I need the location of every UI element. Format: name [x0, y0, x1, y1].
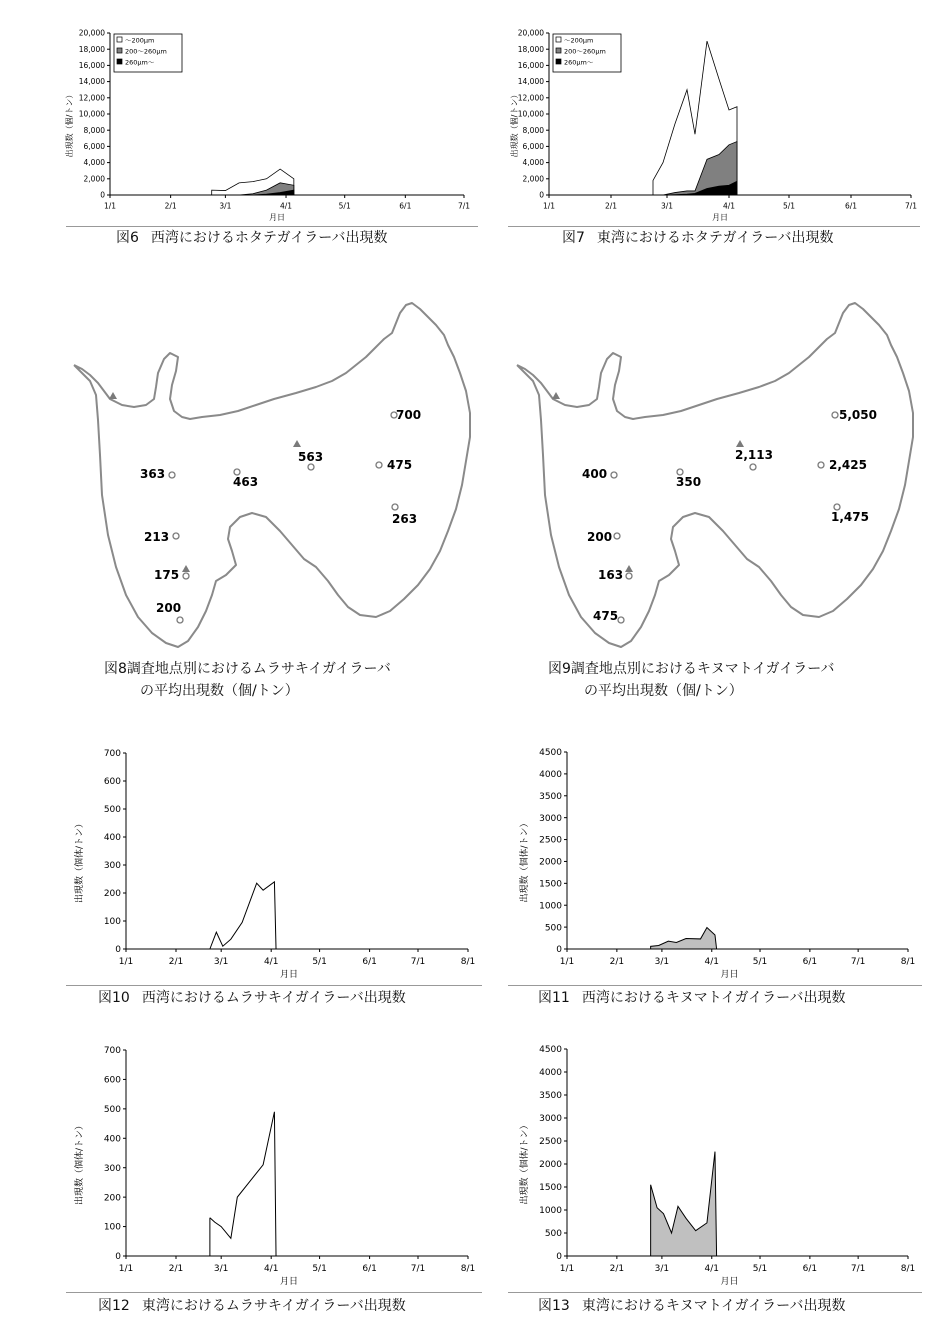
y-tick-label: 4500 — [539, 1045, 562, 1056]
station-value-label: 5,050 — [839, 408, 877, 422]
chart-fig11-svg — [505, 740, 925, 990]
x-tick-label: 1/1 — [559, 957, 575, 967]
caption-number: 図6 — [116, 230, 139, 246]
station-value-label: 475 — [593, 609, 619, 623]
legend-swatch — [556, 48, 561, 53]
station-value-label: 350 — [676, 475, 702, 489]
x-tick-label: 5/1 — [312, 1264, 327, 1274]
caption-text: 西湾におけるムラサキイガイラーバ出現数 — [141, 990, 406, 1006]
x-tick-label: 4/1 — [704, 957, 720, 967]
y-tick-label: 1500 — [539, 1183, 562, 1194]
x-axis-label: 月日 — [712, 213, 728, 222]
y-tick-label: 600 — [103, 1075, 121, 1086]
x-axis-label: 月日 — [269, 213, 285, 222]
station-marker — [173, 533, 179, 539]
y-tick-label: 700 — [103, 749, 121, 760]
x-tick-label: 4/1 — [722, 201, 736, 211]
caption-fig12 — [98, 1297, 406, 1315]
map-fig9 — [503, 295, 933, 655]
y-tick-label: 14,000 — [517, 77, 544, 87]
caption-number: 図11 — [538, 990, 570, 1006]
x-tick-label: 4/1 — [263, 957, 279, 967]
chart-fig6 — [60, 20, 480, 230]
caption-number: 図8 — [104, 661, 127, 677]
station-marker — [376, 462, 382, 468]
caption-number: 図10 — [98, 990, 130, 1006]
caption-rule-fig13 — [508, 1292, 922, 1293]
station-value-label: 175 — [154, 568, 180, 582]
x-tick-label: 2/1 — [168, 1264, 184, 1274]
chart-fig12-svg — [60, 1040, 480, 1295]
legend-swatch — [117, 59, 122, 64]
series-area — [651, 928, 717, 949]
y-tick-label: 500 — [544, 1229, 562, 1240]
y-tick-label: 3500 — [539, 791, 562, 802]
x-tick-label: 4/1 — [263, 1264, 279, 1274]
chart-fig6-svg — [60, 20, 480, 230]
x-tick-label: 3/1 — [654, 957, 670, 967]
station-value-label: 200 — [156, 601, 182, 615]
caption-number: 図7 — [562, 230, 585, 246]
y-tick-label: 3000 — [539, 813, 562, 824]
y-tick-label: 16,000 — [78, 61, 105, 71]
station-marker — [177, 617, 183, 623]
reference-triangle — [736, 440, 744, 447]
x-tick-label: 5/1 — [752, 1264, 768, 1274]
y-tick-label: 100 — [103, 1222, 121, 1233]
legend-swatch — [117, 48, 122, 53]
chart-fig10 — [60, 740, 480, 990]
x-tick-label: 2/1 — [609, 1264, 625, 1274]
x-tick-label: 6/1 — [844, 201, 858, 211]
y-tick-label: 14,000 — [78, 77, 105, 87]
caption-fig13 — [538, 1297, 845, 1315]
x-axis-label: 月日 — [720, 1277, 739, 1287]
x-tick-label: 2/1 — [164, 201, 177, 211]
map-fig8 — [60, 295, 490, 655]
caption-text: 西湾におけるキヌマトイガイラーバ出現数 — [581, 990, 846, 1006]
caption-text: 東湾におけるホタテガイラーバ出現数 — [596, 230, 834, 246]
x-tick-label: 1/1 — [118, 957, 134, 967]
y-tick-label: 2,000 — [522, 174, 544, 184]
station-marker — [750, 464, 756, 470]
station-marker — [832, 412, 838, 418]
caption-number: 図13 — [538, 1298, 570, 1314]
y-tick-label: 8,000 — [83, 125, 105, 135]
x-tick-label: 3/1 — [654, 1264, 670, 1274]
legend-label: ～200μm — [125, 36, 155, 45]
x-tick-label: 6/1 — [399, 201, 412, 211]
x-tick-label: 5/1 — [782, 201, 796, 211]
caption-rule-fig10 — [66, 985, 482, 986]
y-tick-label: 2000 — [539, 1160, 562, 1171]
station-value-label: 400 — [582, 467, 608, 481]
x-tick-label: 3/1 — [213, 1264, 229, 1274]
reference-triangle — [625, 565, 633, 572]
caption-text-line1: 調査地点別におけるキヌマトイガイラーバ — [570, 661, 835, 677]
caption-number: 図9 — [548, 661, 571, 677]
reference-triangle — [182, 565, 190, 572]
y-tick-label: 16,000 — [517, 61, 544, 71]
x-tick-label: 7/1 — [850, 1264, 866, 1274]
y-axis-label: 出現数（個体/トン） — [75, 818, 85, 904]
map-fig9-svg — [503, 295, 933, 655]
y-tick-label: 0 — [115, 945, 121, 956]
reference-triangle — [293, 440, 301, 447]
reference-triangle — [552, 392, 560, 399]
x-tick-label: 7/1 — [850, 957, 866, 967]
series-area — [651, 1152, 717, 1256]
y-tick-label: 0 — [556, 1252, 562, 1263]
x-axis-label: 月日 — [720, 970, 739, 980]
y-tick-label: 1500 — [539, 879, 562, 890]
x-tick-label: 8/1 — [900, 957, 916, 967]
y-tick-label: 12,000 — [517, 93, 544, 103]
series-line — [210, 1112, 276, 1256]
y-tick-label: 700 — [103, 1046, 121, 1057]
x-tick-label: 7/1 — [904, 201, 918, 211]
y-tick-label: 300 — [103, 861, 121, 872]
y-axis-label: 出現数（個体/トン） — [520, 818, 530, 903]
y-tick-label: 4500 — [539, 748, 562, 759]
x-tick-label: 7/1 — [410, 957, 426, 967]
caption-rule-fig11 — [508, 985, 922, 986]
caption-text: 西湾におけるホタテガイラーバ出現数 — [150, 230, 388, 246]
caption-rule-fig6 — [66, 226, 478, 227]
x-tick-label: 6/1 — [802, 1264, 818, 1274]
y-tick-label: 6,000 — [83, 142, 105, 152]
y-tick-label: 18,000 — [517, 44, 544, 54]
legend-swatch — [117, 37, 122, 42]
y-tick-label: 4000 — [539, 1068, 562, 1079]
y-axis-label: 出現数（個体/トン） — [75, 1120, 85, 1206]
station-marker — [392, 504, 398, 510]
x-tick-label: 8/1 — [900, 1264, 916, 1274]
legend — [114, 34, 182, 72]
y-tick-label: 3500 — [539, 1091, 562, 1102]
station-value-label: 700 — [396, 408, 422, 422]
y-tick-label: 2,000 — [83, 174, 105, 184]
y-tick-label: 3000 — [539, 1114, 562, 1125]
y-axis-label: 出現数（個体/トン） — [520, 1120, 530, 1205]
y-tick-label: 400 — [103, 1134, 121, 1145]
station-value-label: 363 — [140, 467, 166, 481]
x-tick-label: 8/1 — [460, 1264, 476, 1274]
y-tick-label: 2000 — [539, 857, 562, 868]
y-tick-label: 18,000 — [78, 44, 105, 54]
x-tick-label: 4/1 — [704, 1264, 720, 1274]
y-axis-label: 出現数（個/トン） — [65, 90, 74, 158]
legend-label: 260μm～ — [564, 58, 594, 67]
x-tick-label: 1/1 — [118, 1264, 134, 1274]
chart-fig12 — [60, 1040, 480, 1295]
caption-rule-fig12 — [66, 1292, 482, 1293]
caption-fig8 — [104, 658, 391, 702]
x-tick-label: 1/1 — [103, 201, 117, 211]
legend-label: 200～260μm — [125, 47, 167, 56]
y-tick-label: 6,000 — [522, 142, 544, 152]
y-tick-label: 200 — [103, 1193, 121, 1204]
x-tick-label: 1/1 — [559, 1264, 575, 1274]
station-marker — [618, 617, 624, 623]
caption-fig7 — [562, 229, 834, 247]
caption-text: 東湾におけるムラサキイガイラーバ出現数 — [141, 1298, 406, 1314]
caption-fig9 — [548, 658, 835, 702]
legend-swatch — [556, 37, 561, 42]
y-tick-label: 2500 — [539, 835, 562, 846]
y-tick-label: 8,000 — [522, 125, 544, 135]
reference-triangle — [109, 392, 117, 399]
station-value-label: 263 — [392, 512, 418, 526]
station-value-label: 200 — [587, 530, 613, 544]
x-tick-label: 6/1 — [362, 1264, 377, 1274]
station-value-label: 2,113 — [735, 448, 773, 462]
y-tick-label: 4,000 — [83, 158, 105, 168]
x-tick-label: 5/1 — [752, 957, 768, 967]
station-value-label: 2,425 — [829, 458, 867, 472]
y-axis-label: 出現数（個/トン） — [510, 90, 519, 158]
y-tick-label: 1000 — [539, 1206, 562, 1217]
y-tick-label: 1000 — [539, 901, 562, 912]
legend-label: 260μm～ — [125, 58, 155, 67]
station-value-label: 213 — [144, 530, 170, 544]
x-tick-label: 2/1 — [604, 201, 618, 211]
y-tick-label: 100 — [103, 917, 121, 928]
y-tick-label: 500 — [544, 923, 562, 934]
x-tick-label: 3/1 — [213, 957, 229, 967]
y-tick-label: 10,000 — [78, 109, 105, 119]
map-fig8-svg — [60, 295, 490, 655]
station-value-label: 1,475 — [831, 510, 869, 524]
chart-fig13 — [505, 1040, 925, 1295]
caption-fig6 — [116, 229, 388, 247]
caption-rule-fig7 — [508, 226, 920, 227]
y-tick-label: 0 — [115, 1252, 121, 1263]
station-marker — [183, 573, 189, 579]
caption-fig11 — [538, 989, 845, 1007]
coastline — [517, 303, 913, 647]
series-line — [210, 882, 276, 949]
x-tick-label: 4/1 — [279, 201, 293, 211]
legend-label: ～200μm — [564, 36, 594, 45]
y-tick-label: 400 — [103, 833, 121, 844]
legend — [553, 34, 621, 72]
station-value-label: 463 — [233, 475, 259, 489]
x-tick-label: 2/1 — [609, 957, 625, 967]
legend-swatch — [556, 59, 561, 64]
legend-label: 200～260μm — [564, 47, 606, 56]
station-marker — [614, 533, 620, 539]
chart-fig7-svg — [505, 20, 925, 230]
y-tick-label: 20,000 — [78, 28, 105, 38]
caption-text-line2: の平均出現数（個/トン） — [584, 683, 743, 699]
y-tick-label: 20,000 — [517, 28, 544, 38]
x-tick-label: 1/1 — [542, 201, 556, 211]
y-tick-label: 500 — [103, 1105, 121, 1116]
y-tick-label: 0 — [556, 945, 562, 956]
x-tick-label: 7/1 — [457, 201, 471, 211]
x-tick-label: 6/1 — [802, 957, 818, 967]
x-axis-label: 月日 — [279, 1277, 299, 1287]
caption-fig10 — [98, 989, 406, 1007]
y-tick-label: 500 — [103, 805, 121, 816]
x-tick-label: 5/1 — [338, 201, 351, 211]
y-tick-label: 10,000 — [517, 109, 544, 119]
y-tick-label: 4,000 — [522, 158, 544, 168]
coastline — [74, 303, 470, 647]
caption-text-line1: 調査地点別におけるムラサキイガイラーバ — [126, 661, 391, 677]
caption-number: 図12 — [98, 1298, 130, 1314]
station-marker — [169, 472, 175, 478]
chart-fig10-svg — [60, 740, 480, 990]
chart-fig11 — [505, 740, 925, 990]
y-tick-label: 200 — [103, 889, 121, 900]
x-axis-label: 月日 — [279, 970, 299, 980]
station-marker — [611, 472, 617, 478]
station-marker — [626, 573, 632, 579]
x-tick-label: 3/1 — [219, 201, 232, 211]
y-tick-label: 0 — [100, 190, 105, 200]
station-value-label: 163 — [598, 568, 624, 582]
y-tick-label: 600 — [103, 777, 121, 788]
y-tick-label: 12,000 — [78, 93, 105, 103]
x-tick-label: 3/1 — [660, 201, 674, 211]
station-marker — [818, 462, 824, 468]
x-tick-label: 7/1 — [410, 1264, 426, 1274]
station-value-label: 475 — [387, 458, 413, 472]
station-marker — [308, 464, 314, 470]
caption-text: 東湾におけるキヌマトイガイラーバ出現数 — [581, 1298, 846, 1314]
chart-fig13-svg — [505, 1040, 925, 1295]
y-tick-label: 300 — [103, 1163, 121, 1174]
x-tick-label: 5/1 — [312, 957, 327, 967]
chart-fig7 — [505, 20, 925, 230]
x-tick-label: 6/1 — [362, 957, 377, 967]
y-tick-label: 2500 — [539, 1137, 562, 1148]
x-tick-label: 8/1 — [460, 957, 476, 967]
y-tick-label: 4000 — [539, 770, 562, 781]
x-tick-label: 2/1 — [168, 957, 184, 967]
station-value-label: 563 — [298, 450, 324, 464]
y-tick-label: 0 — [539, 190, 544, 200]
caption-text-line2: の平均出現数（個/トン） — [140, 683, 299, 699]
